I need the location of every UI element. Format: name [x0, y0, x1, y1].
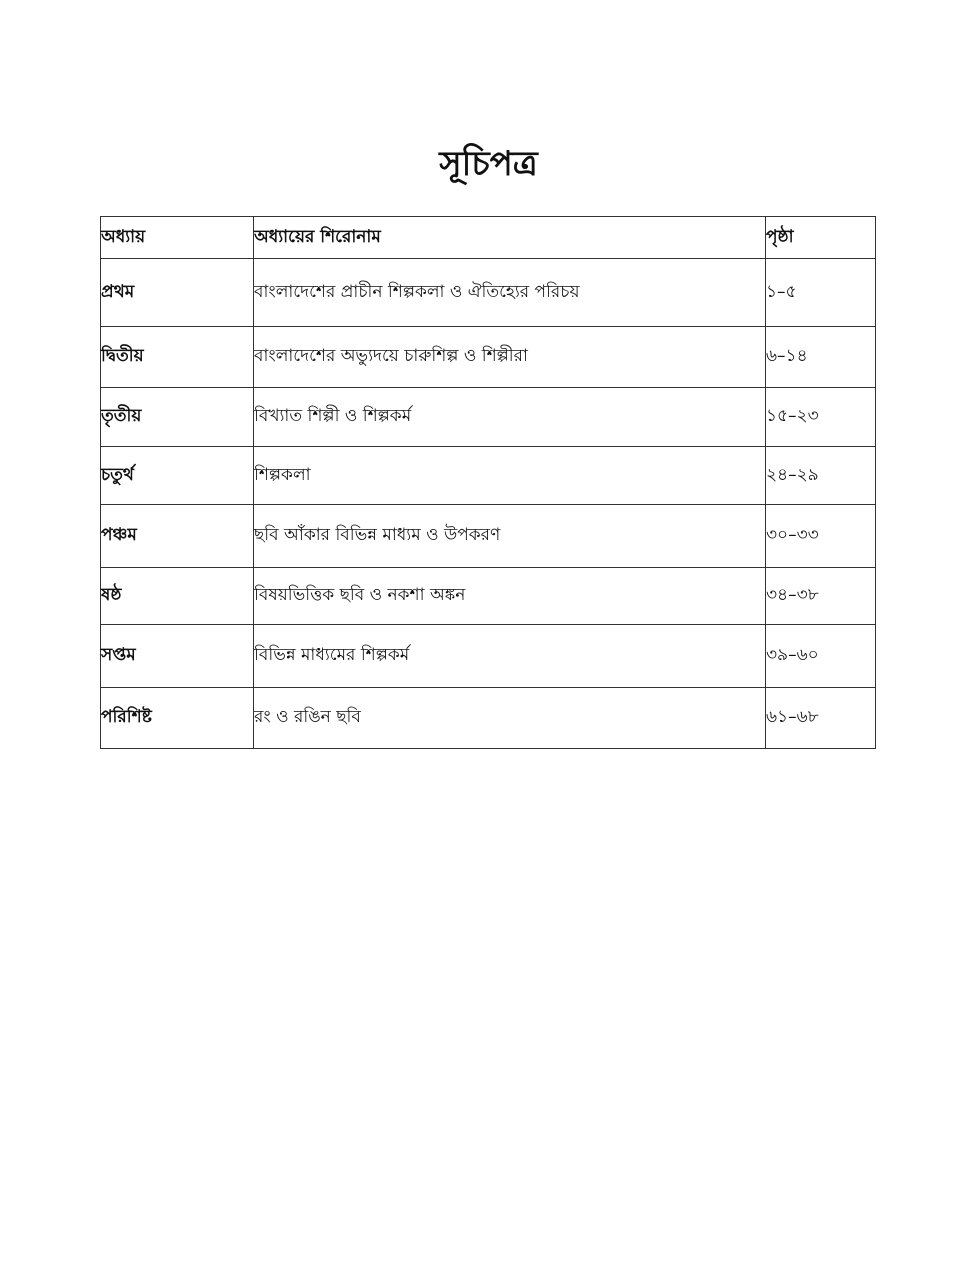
page-range: ৩৪–৩৮: [766, 568, 876, 625]
table-of-contents: [100, 216, 876, 749]
chapter-title: বাংলাদেশের প্রাচীন শিল্পকলা ও ঐতিহ্যের পরিচয়: [254, 259, 766, 327]
chapter-title: বাংলাদেশের অভ্যুদয়ে চারুশিল্প ও শিল্পীরা: [254, 327, 766, 388]
chapter-number: পঞ্চম: [101, 505, 254, 568]
page-range: ১৫–২৩: [766, 388, 876, 447]
page-title: সূচিপত্র: [439, 144, 538, 184]
chapter-number: ষষ্ঠ: [101, 568, 254, 625]
table-row: [101, 505, 876, 568]
page-range: ১–৫: [766, 259, 876, 327]
page-range: ৬১–৬৮: [766, 688, 876, 749]
chapter-title: রং ও রঙিন ছবি: [254, 688, 766, 749]
chapter-number: প্রথম: [101, 259, 254, 327]
table-row: [101, 625, 876, 688]
chapter-title: বিভিন্ন মাধ্যমের শিল্পকর্ম: [254, 625, 766, 688]
page-range: ৩৯–৬০: [766, 625, 876, 688]
chapter-number: সপ্তম: [101, 625, 254, 688]
header-chapter-title: অধ্যায়ের শিরোনাম: [254, 217, 766, 259]
chapter-title: বিষয়ভিত্তিক ছবি ও নকশা অঙ্কন: [254, 568, 766, 625]
table-row: [101, 327, 876, 388]
header-page: পৃষ্ঠা: [766, 217, 876, 259]
table-row: [101, 259, 876, 327]
table-row: [101, 388, 876, 447]
chapter-title: শিল্পকলা: [254, 447, 766, 505]
table-row: [101, 688, 876, 749]
table-row: [101, 447, 876, 505]
chapter-number: পরিশিষ্ট: [101, 688, 254, 749]
chapter-number: দ্বিতীয়: [101, 327, 254, 388]
page-range: ২৪–২৯: [766, 447, 876, 505]
table-header-row: [101, 217, 876, 259]
chapter-number: তৃতীয়: [101, 388, 254, 447]
table-row: [101, 568, 876, 625]
header-chapter: অধ্যায়: [101, 217, 254, 259]
chapter-number: চতুর্থ: [101, 447, 254, 505]
page-range: ৬–১৪: [766, 327, 876, 388]
chapter-title: ছবি আঁকার বিভিন্ন মাধ্যম ও উপকরণ: [254, 505, 766, 568]
chapter-title: বিখ্যাত শিল্পী ও শিল্পকর্ম: [254, 388, 766, 447]
page-range: ৩০–৩৩: [766, 505, 876, 568]
